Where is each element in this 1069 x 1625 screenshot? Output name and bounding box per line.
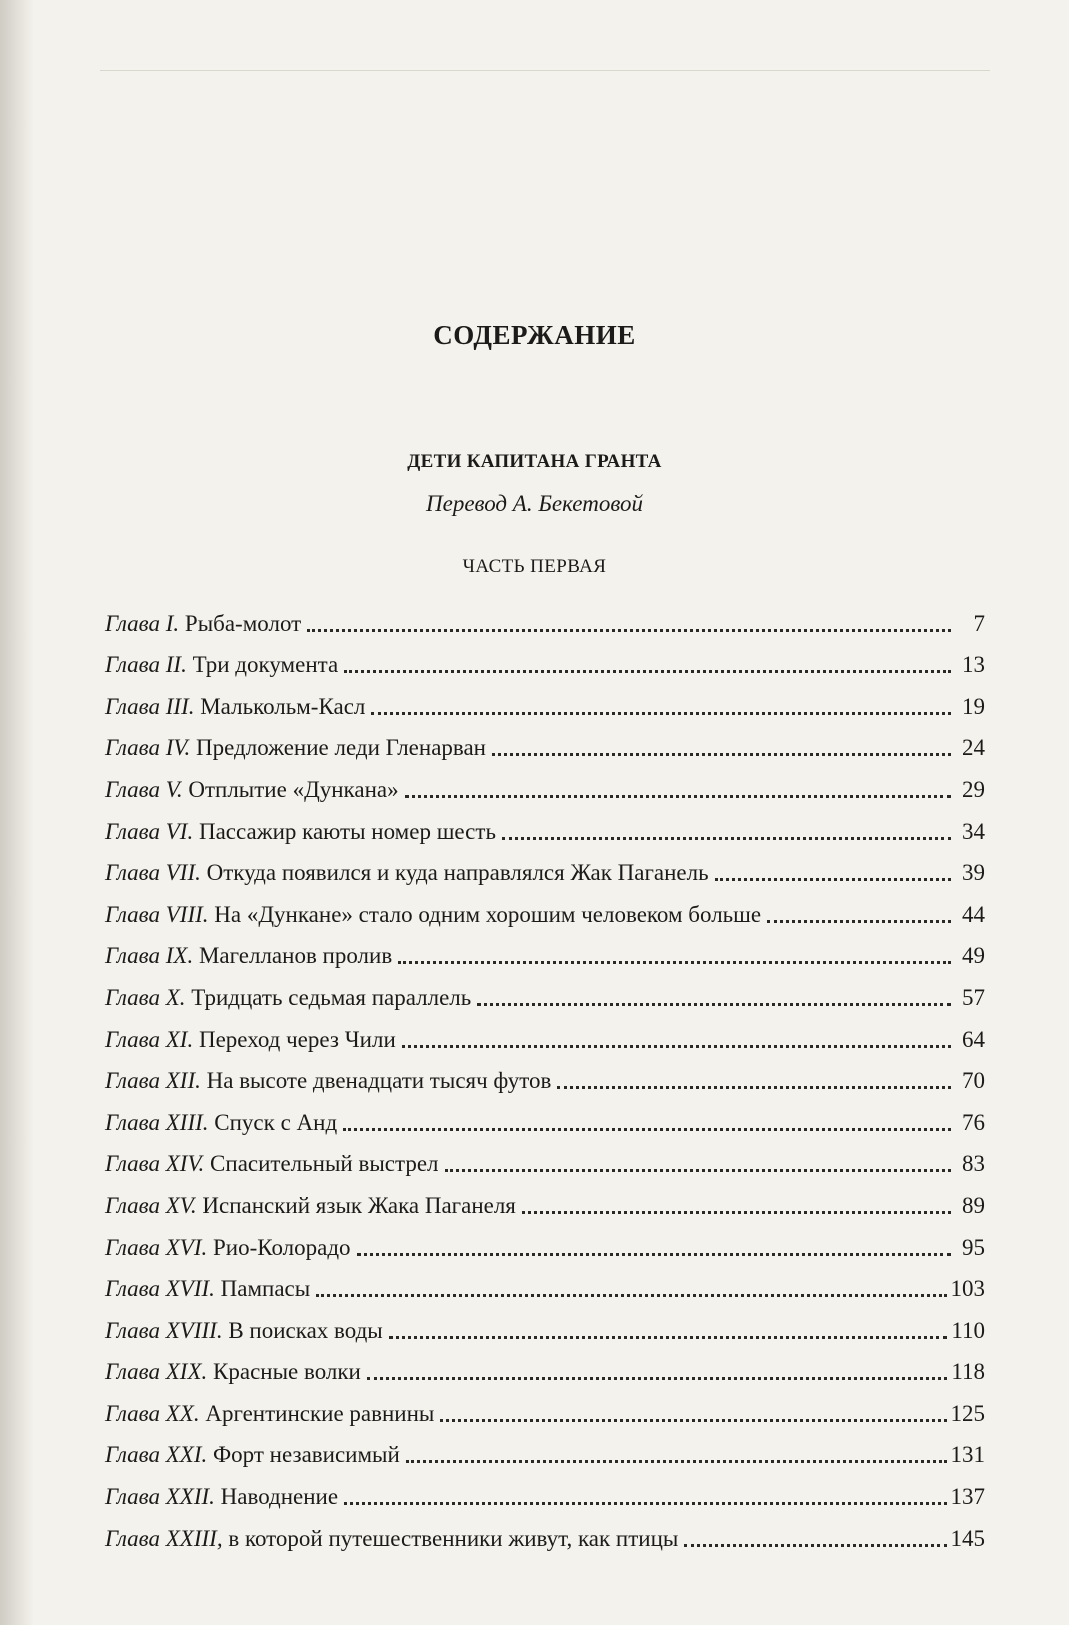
dot-leader — [477, 1002, 951, 1006]
contents-title: СОДЕРЖАНИЕ — [433, 320, 636, 350]
dot-leader — [502, 836, 951, 840]
dot-leader — [367, 1376, 947, 1380]
chapter-page-number: 137 — [950, 1484, 985, 1510]
chapter-label: Глава VII. — [105, 860, 201, 886]
toc-entry — [105, 1470, 985, 1512]
chapter-title: Пампасы — [220, 1276, 311, 1302]
part-title: ЧАСТЬ ПЕРВАЯ — [462, 556, 607, 577]
toc-entry — [105, 805, 985, 847]
chapter-page-number: 83 — [962, 1151, 985, 1177]
chapter-label: Глава XV. — [105, 1192, 197, 1218]
chapter-label: Глава XXIII, — [105, 1525, 223, 1551]
chapter-label: Глава VIII. — [105, 901, 209, 927]
toc-entry — [105, 1263, 985, 1305]
chapter-label: Глава X. — [105, 984, 186, 1010]
dot-leader — [405, 794, 951, 798]
chapter-title: Откуда появился и куда направлялся Жак Паганель — [206, 860, 709, 886]
dot-leader — [445, 1168, 951, 1172]
toc-entry — [105, 639, 985, 681]
chapter-title: Форт независимый — [213, 1442, 400, 1468]
toc-entry — [105, 1096, 985, 1138]
dot-leader — [440, 1418, 946, 1422]
chapter-title: Рыба-молот — [184, 610, 302, 636]
chapter-title: в которой путешественники живут, как птицы — [228, 1525, 679, 1551]
toc-entry — [105, 1346, 985, 1388]
chapter-title: Спасительный выстрел — [210, 1151, 439, 1177]
toc-entry — [105, 680, 985, 722]
toc-entry — [105, 1221, 985, 1263]
chapter-title: В поисках воды — [228, 1317, 383, 1343]
dot-leader — [715, 877, 951, 881]
chapter-title: Тридцать седьмая параллель — [191, 984, 472, 1010]
toc-entry — [105, 930, 985, 972]
toc-entry — [105, 1512, 985, 1554]
chapter-title: Отплытие «Дункана» — [188, 776, 399, 802]
chapter-label: Глава XIII. — [105, 1109, 209, 1135]
chapter-page-number: 76 — [962, 1109, 985, 1135]
toc-entry — [105, 1304, 985, 1346]
chapter-title: Предложение леди Гленарван — [196, 735, 486, 761]
dot-leader — [557, 1085, 951, 1089]
chapter-page-number: 131 — [950, 1442, 985, 1468]
chapter-label: Глава VI. — [105, 818, 194, 844]
chapter-title: На «Дункане» стало одним хорошим человеком больше — [214, 901, 762, 927]
toc-entry — [105, 1387, 985, 1429]
chapter-label: Глава XIV. — [105, 1151, 205, 1177]
chapter-label: Глава IV. — [105, 735, 191, 761]
chapter-page-number: 103 — [950, 1276, 985, 1302]
dot-leader — [402, 1044, 951, 1048]
dot-leader — [343, 1127, 951, 1131]
toc-entry — [105, 1179, 985, 1221]
chapter-page-number: 29 — [962, 776, 985, 802]
chapter-page-number: 125 — [950, 1400, 985, 1426]
chapter-label: Глава XXI. — [105, 1442, 208, 1468]
chapter-label: Глава XI. — [105, 1026, 194, 1052]
chapter-page-number: 7 — [973, 610, 985, 636]
chapter-page-number: 44 — [962, 901, 985, 927]
chapter-page-number: 24 — [962, 735, 985, 761]
dot-leader — [767, 919, 951, 923]
dot-leader — [398, 960, 951, 964]
chapter-page-number: 64 — [962, 1026, 985, 1052]
chapter-page-number: 89 — [962, 1192, 985, 1218]
dot-leader — [684, 1543, 946, 1547]
dot-leader — [389, 1335, 948, 1339]
chapter-title: Красные волки — [213, 1359, 361, 1385]
chapter-page-number: 34 — [962, 818, 985, 844]
chapter-page-number: 39 — [962, 860, 985, 886]
dot-leader — [344, 669, 951, 673]
chapter-page-number: 13 — [962, 652, 985, 678]
chapter-label: Глава XXII. — [105, 1484, 215, 1510]
chapter-title: Аргентинские равнины — [205, 1400, 435, 1426]
chapter-title: Малькольм-Касл — [200, 693, 366, 719]
chapter-label: Глава XVIII. — [105, 1317, 223, 1343]
chapter-title: Пассажир каюты номер шесть — [198, 818, 496, 844]
dot-leader — [522, 1210, 951, 1214]
translator-credit: Перевод А. Бекетовой — [426, 491, 643, 516]
toc-entry — [105, 597, 985, 639]
toc-entry — [105, 763, 985, 805]
header-rule — [100, 70, 990, 71]
chapter-title: Рио-Колорадо — [213, 1234, 351, 1260]
dot-leader — [316, 1293, 946, 1297]
chapter-page-number: 118 — [951, 1359, 985, 1385]
toc-entry — [105, 971, 985, 1013]
chapter-label: Глава II. — [105, 652, 187, 678]
chapter-title: Переход через Чили — [198, 1026, 396, 1052]
chapter-label: Глава XX. — [105, 1400, 200, 1426]
dot-leader — [371, 711, 951, 715]
chapter-label: Глава I. — [105, 610, 180, 636]
toc-entry — [105, 1138, 985, 1180]
dot-leader — [357, 1252, 951, 1256]
chapter-title: Спуск с Анд — [214, 1109, 338, 1135]
chapter-page-number: 57 — [962, 984, 985, 1010]
chapter-page-number: 95 — [962, 1234, 985, 1260]
chapter-page-number: 110 — [951, 1317, 985, 1343]
chapter-title: На высоте двенадцати тысяч футов — [206, 1068, 552, 1094]
table-of-contents — [105, 597, 985, 1554]
toc-entry — [105, 847, 985, 889]
chapter-label: Глава III. — [105, 693, 195, 719]
chapter-page-number: 49 — [962, 943, 985, 969]
chapter-page-number: 19 — [962, 693, 985, 719]
toc-entry — [105, 888, 985, 930]
chapter-label: Глава XII. — [105, 1068, 201, 1094]
chapter-label: Глава XIX. — [105, 1359, 208, 1385]
chapter-title: Магелланов пролив — [198, 943, 393, 969]
novel-title: ДЕТИ КАПИТАНА ГРАНТА — [407, 451, 662, 472]
chapter-page-number: 70 — [962, 1068, 985, 1094]
chapter-title: Три документа — [192, 652, 339, 678]
toc-entry — [105, 1429, 985, 1471]
dot-leader — [492, 752, 951, 756]
toc-entry — [105, 1055, 985, 1097]
chapter-label: Глава V. — [105, 776, 183, 802]
chapter-title: Испанский язык Жака Паганеля — [202, 1192, 516, 1218]
chapter-page-number: 145 — [950, 1525, 985, 1551]
dot-leader — [307, 628, 951, 632]
dot-leader — [344, 1501, 946, 1505]
toc-entry — [105, 722, 985, 764]
chapter-title: Наводнение — [220, 1484, 339, 1510]
chapter-label: Глава IX. — [105, 943, 194, 969]
chapter-label: Глава XVII. — [105, 1276, 215, 1302]
chapter-label: Глава XVI. — [105, 1234, 208, 1260]
toc-entry — [105, 1013, 985, 1055]
dot-leader — [406, 1459, 947, 1463]
